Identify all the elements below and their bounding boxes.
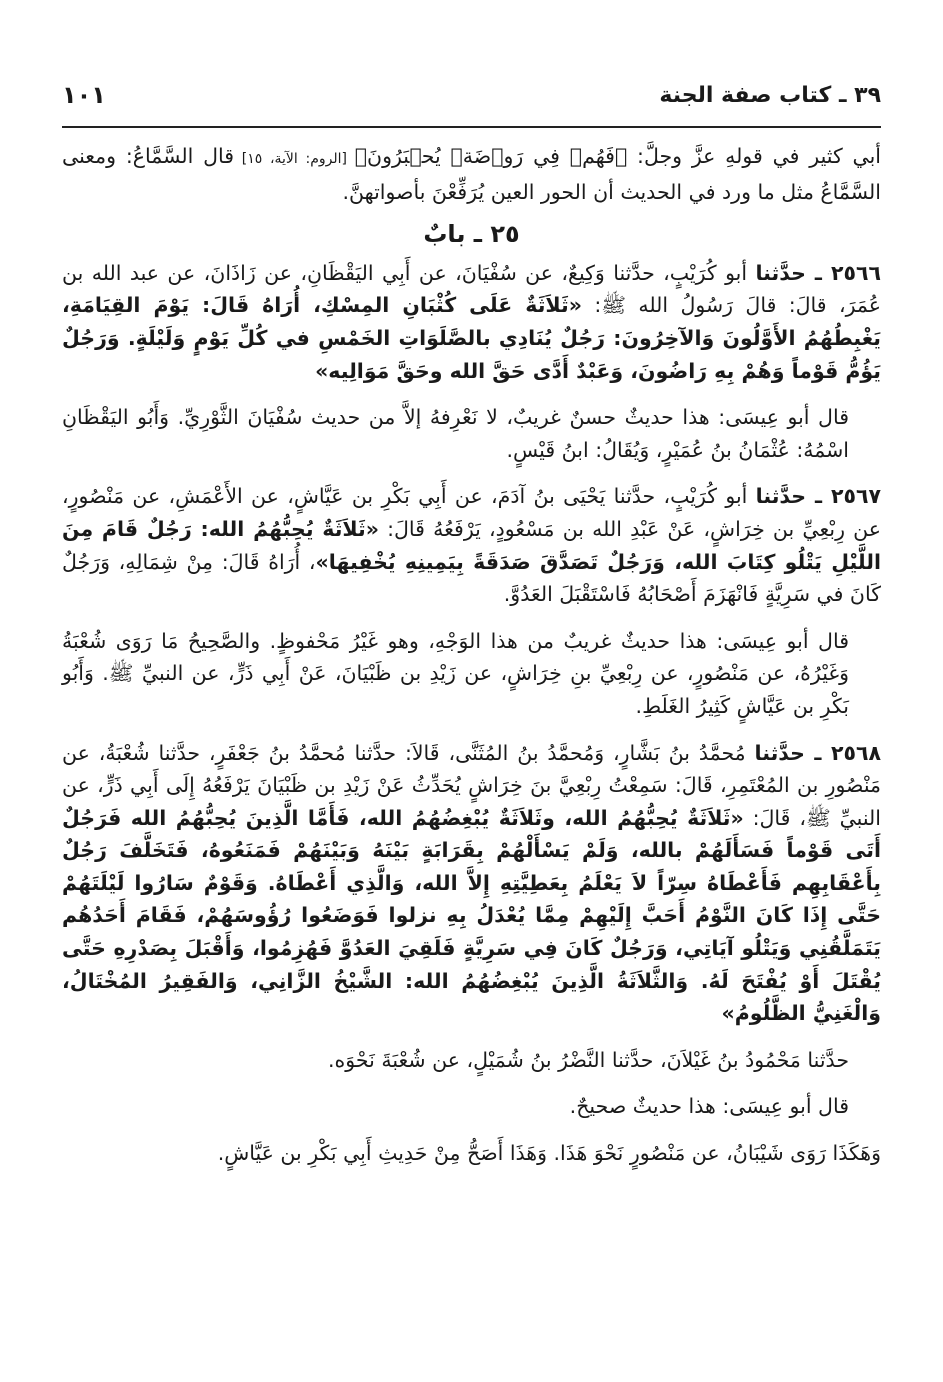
- page-number: ١٠١: [62, 81, 106, 109]
- hadith-2566: [62, 257, 881, 387]
- hadith-number: ٢٥٦٧ ـ: [806, 484, 881, 509]
- verse-reference: [الروم: الآية، ١٥]: [234, 151, 355, 167]
- hadith-isnad: أبو كُرَيْبٍ، حدَّثنا وَكِيعٌ، عن سُفْيَانَ، عن أَبِي اليَقْظَانِ، عن زَاذَانَ، عن عبد الله بن عُمَرَ، قالَ: قالَ رَسُولُ الله ﷺ:: [62, 260, 881, 318]
- hadith-matn-tail: مِنْ شِمَالِهِ، وَرَجُلٌ كَانَ في سَرِيَّةٍ فَانْهَزَمَ أَصْحَابُهُ فَاسْتَقْبَلَ العَدُوَّ.: [62, 549, 881, 607]
- quran-verse: ﴿فَهُمۡ فِي رَوۡضَةٖ يُحۡبَرُونَ﴾: [354, 144, 628, 168]
- hadith-2568-chain: حدَّثنا مَحْمُودُ بنُ غَيْلاَنَ، حدَّثنا النَّضْرُ بنُ شُمَيْلٍ، عن شُعْبَةَ نَحْوَه.: [328, 1047, 849, 1072]
- hadith-isnad: مُحمَّدُ بنُ بَشَّارٍ، وَمُحمَّدُ بنُ المُثَنَّى، قَالاَ: حدَّثنا مُحمَّدُ بنُ جَعْفَرٍ، حدَّثنا شُعْبَةُ، عن مَنْصُورِ بن المُعْتَمِرِ، قَالَ: سَمِعْتُ رِبْعِيَّ بنَ خِرَاشٍ يُحَدِّثُ عَنْ زَيْدِ بن ظَبْيَانَ يَرْفَعُهُ إِلَى أَبِي ذَرٍّ، عن النبيِّ ﷺ، قَالَ:: [62, 740, 881, 830]
- chapter-title: ٣٩ ـ كتاب صفة الجنة: [659, 82, 881, 108]
- page-body: [62, 140, 881, 1170]
- hadith-matn: «ثَلاَثَةٌ يُحِبُّهُمُ الله، وثَلاَثَةٌ يُبْغِضُهُمُ الله، فَأَمَّا الَّذِينَ يُحِبُّهُمُ الله فَرَجُلٌ أَتَى قَوْماً فَسَأَلَهُمْ بالله، وَلَمْ يَسْأَلْهُمْ بِقَرَابَةٍ بَيْنَهُ وَبَيْنَهُمْ فَمَنَعُوهُ، فَتَخَلَّفَ رَجُلٌ بِأَعْقَابِهِم فَأَعْطَاهُ سِرّاً لاَ يَعْلَمُ بِعَطِيَّتِهِ إِلاَّ الله، وَالَّذِي أَعْطَاهُ. وَقَوْمٌ سَارُوا لَيْلَتَهُمْ حَتَّى إِذَا كَانَ النَّوْمُ أَحَبَّ إِلَيْهِمْ مِمَّا يُعْدَلُ بِهِ نزلوا فَوَضَعُوا رُؤُوسَهُمْ، فَقَامَ أَحَدُهُم يَتَمَلَّقُنِي وَيَتْلُو آيَاتِي، وَرَجُلٌ كَانَ فِي سَرِيَّةٍ فَلَقِيَ العَدُوَّ فَهُزِمُوا، وَأَقْبَلَ بِصَدْرِهِ حَتَّى يُقْتَلَ أَوْ يُفْتَحَ لَهُ. وَالثَّلاَثَةُ الَّذِينَ يُبْغِضُهُمُ الله: الشَّيْخُ الزَّانِي، وَالفَقِيرُ المُخْتَالُ، وَالْغَنِيُّ الظَّلُومُ»: [62, 805, 881, 1026]
- hadith-matn: «ثَلاَثَةٌ يُحِبُّهُمُ الله: رَجُلٌ قَامَ مِنَ اللَّيْلِ يَتْلُو كِتَابَ الله، وَرَجُلٌ تَصَدَّقَ صَدَقَةً بِيَمِينِهِ يُخْفِيهَا»: [62, 516, 882, 574]
- hadith-2568: [62, 737, 881, 1030]
- haddathana: حدَّثنا: [755, 260, 806, 285]
- bab-heading: ٢٥ ـ بابٌ: [423, 220, 520, 249]
- hadith-2568-comment: قال أبو عِيسَى: هذا حديثٌ صحيحٌ.: [569, 1094, 849, 1119]
- hadith-2567: [62, 480, 881, 610]
- header-rule: [62, 126, 881, 128]
- hadith-2568-note: وَهَكَذَا رَوَى شَيْبَانُ، عن مَنْصُورٍ نَحْوَ هَذَا. وَهَذَا أَصَحُّ مِنْ حَدِيثِ أَبِي بَكْرِ بن عَيَّاشٍ.: [217, 1141, 881, 1166]
- hadith-isnad: أبو كُرَيْبٍ، حدَّثنا يَحْيَى بنُ آدَمَ، عن أَبِي بَكْرِ بن عَيَّاشٍ، عن الأَعْمَشِ، عن مَنْصُورٍ، عن رِبْعِيِّ بن خِرَاشٍ، عَنْ عَبْدِ الله بن مَسْعُودٍ، يَرْفَعُهُ قَالَ:: [62, 484, 882, 541]
- hadith-number: ٢٥٦٨ ـ: [804, 740, 881, 765]
- intro-paragraph: [62, 140, 881, 208]
- page-header: [62, 74, 881, 116]
- haddathana: حدَّثنا: [754, 740, 805, 765]
- intro-text-a: أبي كثير في قولهِ عزَّ وجلَّ:: [627, 144, 881, 168]
- hadith-mid: ، أُرَاهُ قَالَ:: [213, 549, 316, 574]
- hadith-2567-comment: قال أبو عِيسَى: هذا حديثٌ غريبٌ من هذا الوَجْهِ، وهو غَيْرُ مَحْفوظٍ. والصَّحِيحُ مَا رَوَى شُعْبَةُ وَغَيْرُهُ، عن مَنْصُورٍ، عن رِبْعِيِّ بنِ خِرَاشٍ، عن زَيْدِ بن ظَبْيَانَ، عَنْ أَبِي ذَرٍّ، عن النبيِّ ﷺ. وَأَبُو بَكْرِ بن عَيَّاشٍ كَثِيرُ الغَلَطِ.: [62, 628, 849, 718]
- haddathana: حدَّثنا: [755, 484, 807, 509]
- intro-text-b: قال السَّمَّاعُ: ومعنى السَّمَّاعُ مثل ما ورد في الحديث أن الحور العين يُرَفِّعْنَ بأصواتهنَّ.: [62, 144, 881, 204]
- hadith-number: ٢٥٦٦ ـ: [805, 260, 881, 285]
- hadith-matn: «ثَلاَثَةٌ عَلَى كُثْبَانِ المِسْكِ، أُرَاهُ قَالَ: يَوْمَ القِيَامَةِ، يَغْبِطُهُمُ الأَوَّلُونَ وَالآخِرُونَ: رَجُلٌ يُنَادِي بالصَّلَوَاتِ الخَمْسِ في كُلِّ يَوْمٍ وَلَيْلَةٍ. وَرَجُلٌ يَؤُمُّ قَوْماً وَهُمْ بِهِ رَاضُونَ، وَعَبْدٌ أَدَّى حَقَّ الله وحَقَّ مَوَالِيه»: [62, 293, 881, 383]
- hadith-2566-comment: قال أبو عِيسَى: هذا حديثٌ حسنٌ غريبٌ، لا نَعْرِفهُ إلاَّ من حديث سُفْيَانَ الثَّوْرِيِّ. وَأَبُو اليَقْظَانِ اسْمُهُ: عُثْمَانُ بنُ عُمَيْرٍ، وَيُقَالُ: ابنُ قَيْسٍ.: [62, 405, 849, 462]
